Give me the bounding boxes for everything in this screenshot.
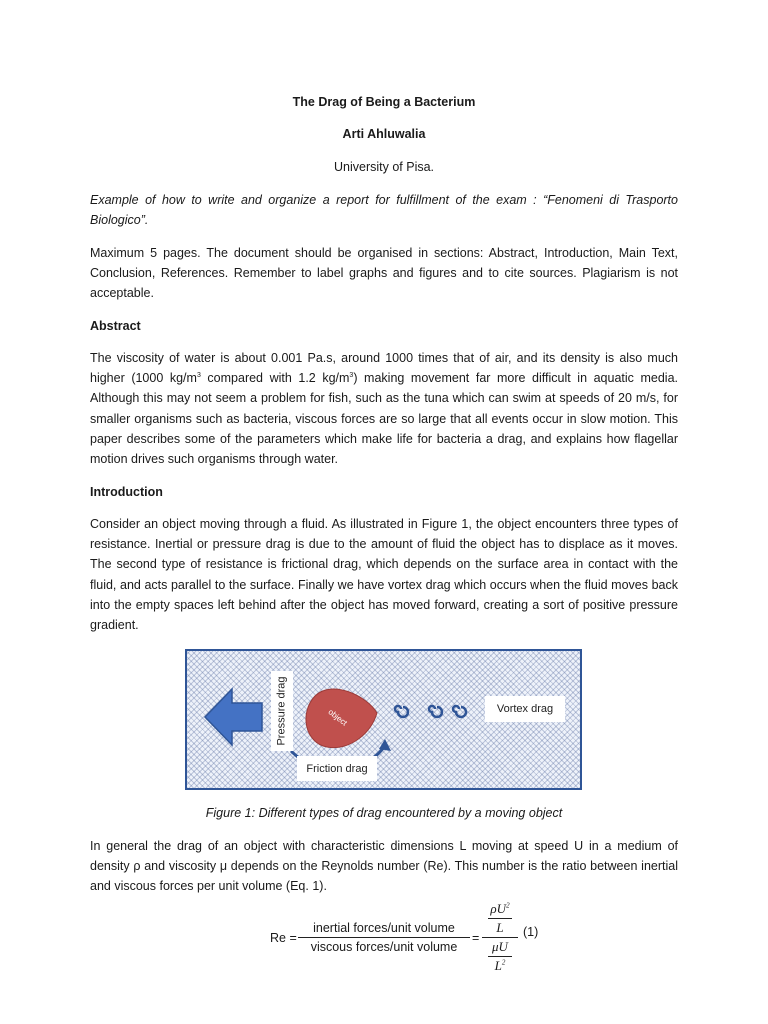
- equation-denominator: viscous forces/unit volume: [298, 937, 470, 954]
- abstract-text-2: compared with 1.2 kg/m: [200, 371, 350, 386]
- equation-mu-u: μU: [482, 937, 518, 956]
- rho-u-text: ρU: [490, 901, 507, 916]
- square-superscript: 2: [501, 958, 506, 967]
- l2-text: L: [494, 958, 502, 973]
- intro-note: Example of how to write and organize a report for fulfillment of the exam : “Fenomeni di Trasporto Biologico”.: [90, 193, 678, 228]
- vortex-swirl-icon: [395, 706, 466, 717]
- abstract-paragraph: [90, 348, 678, 469]
- equation-numerator: inertial forces/unit volume: [313, 921, 455, 935]
- equation-lhs: Re =: [270, 931, 297, 945]
- abstract-text-1: The viscosity of water is about 0.001 Pa.s, around 1000 times that of air, and its density is also much higher (1000 kg/m: [90, 351, 678, 386]
- pressure-drag-label: [271, 671, 293, 751]
- equation-number: (1): [523, 925, 539, 939]
- superscript: 3: [349, 372, 354, 380]
- pressure-drag-text: Pressure drag: [276, 676, 288, 746]
- figure-caption: Figure 1: Different types of drag encountered by a moving object: [205, 806, 563, 820]
- square-superscript: 2: [506, 901, 510, 910]
- equation-fraction-words: [298, 921, 470, 954]
- abstract-text-3: ) making movement far more difficult in aquatic media. Although this may not seem a problem for fish, such as the tuna which can swim at speeds of 20 m/s, for smaller organisms such as bacteria, viscous forces are so large that all events occur in slow motion. This paper describes some of the parameters which make life for bacteria a drag, and explains how flagellar motion drives such organisms through water.: [90, 371, 678, 467]
- abstract-heading: Abstract: [90, 319, 141, 333]
- equation-equals: =: [472, 931, 480, 945]
- equation-rho-u: [482, 900, 518, 918]
- introduction-paragraph: Consider an object moving through a fluid. As illustrated in Figure 1, the object encounters three types of resistance. Inertial or pressure drag is due to the amount of fluid the object has to displace as it moves. The second type of resistance is frictional drag, which depends on the surface area in contact with the fluid, and acts parallel to the surface. Finally we have vortex drag which occurs when the fluid moves back into the empty spaces left behind after the object has moved forward, creating a sort of positive pressure gradient.: [90, 517, 678, 633]
- object-label: object: [326, 707, 349, 728]
- vortex-drag-label: Vortex drag: [485, 696, 565, 722]
- motion-arrow-icon: [205, 689, 262, 745]
- instructions-paragraph: Maximum 5 pages. The document should be organised in sections: Abstract, Introduction, Main Text, Conclusion, References. Remember to label graphs and figures and to cite sources. Plagiarism is not acceptable.: [90, 246, 678, 301]
- reynolds-paragraph: In general the drag of an object with characteristic dimensions L moving at speed U in a medium of density ρ and viscosity μ depends on the Reynolds number (Re). This number is the ratio between inertial and viscous forces per unit volume (Eq. 1).: [90, 839, 678, 894]
- drag-figure: [185, 649, 582, 790]
- author-name: Arti Ahluwalia: [342, 127, 426, 141]
- paper-title: The Drag of Being a Bacterium: [292, 95, 476, 109]
- equation-fraction-symbols: [482, 900, 518, 975]
- friction-arrowhead-icon: [379, 739, 391, 751]
- introduction-heading: Introduction: [90, 485, 163, 499]
- friction-drag-label: Friction drag: [297, 756, 377, 781]
- equation-l: L: [488, 918, 512, 937]
- affiliation: University of Pisa.: [333, 160, 435, 174]
- superscript: 3: [196, 372, 201, 380]
- equation-l-squared: [488, 956, 512, 975]
